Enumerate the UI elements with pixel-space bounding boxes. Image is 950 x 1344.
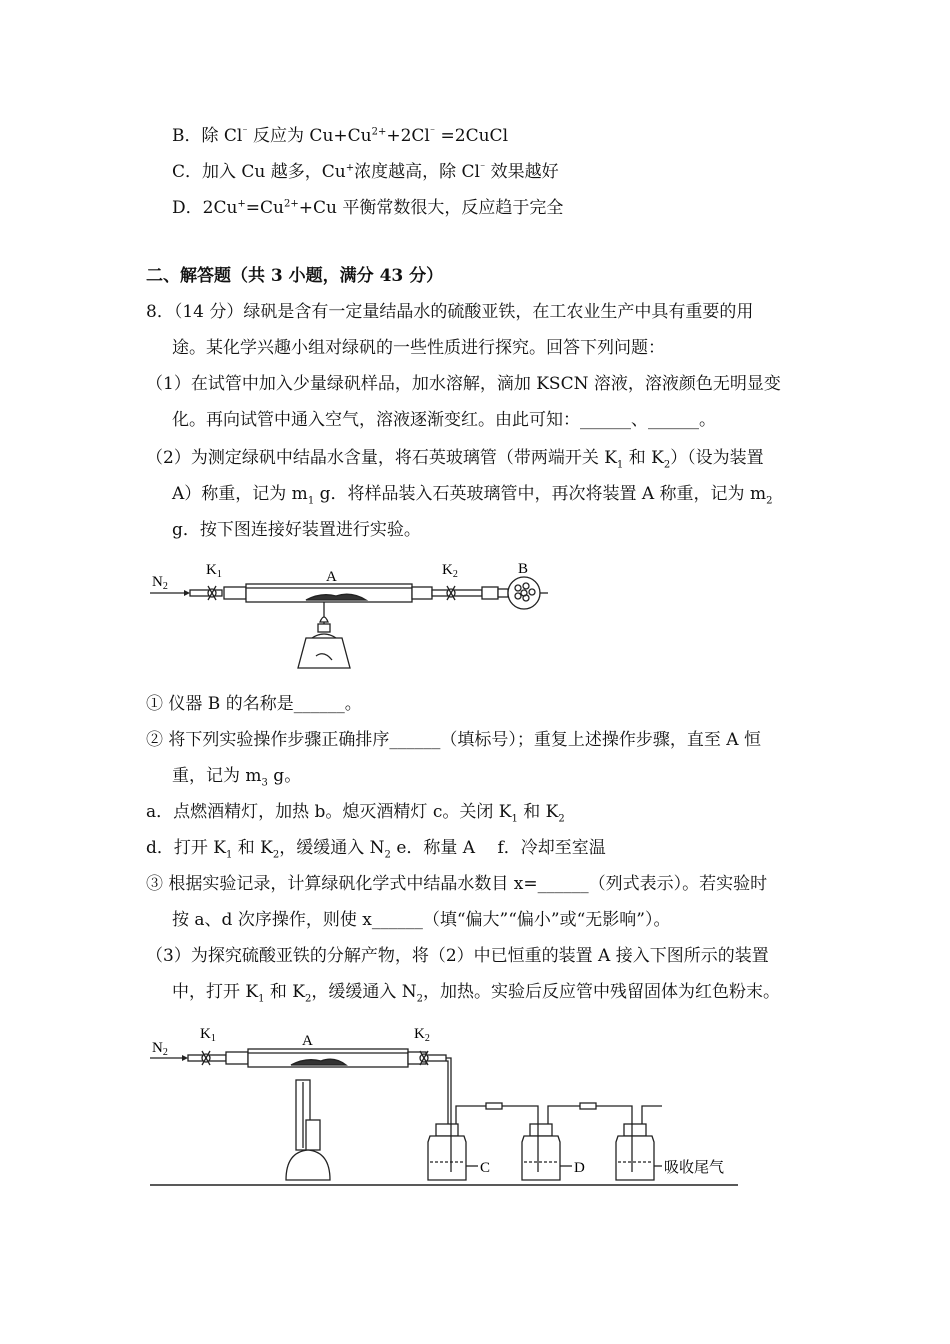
option-d: D．$2Cu^+=Cu^{2+}+Cu$ 平衡常数很大，反应趋于完全 (172, 198, 564, 218)
option-c: C．加入 Cu 越多，Cu+浓度越高，除 Cl⁻ 效果越好 (172, 162, 559, 182)
q8-sub-2-b: 重，记为 $m_3$ g。 (172, 766, 302, 789)
q8-sub-3-a: ③ 根据实验记录，计算绿矾化学式中结晶水数目 x=______（列式表示）。若实验时 (146, 874, 768, 894)
c-label: C (480, 1160, 491, 1176)
d-label: D (574, 1160, 585, 1176)
bottle-c (428, 1136, 466, 1180)
k1-label: $K_1$ (200, 1026, 216, 1044)
k2-label: $K_2$ (442, 562, 458, 580)
q8-part1-b: 化。再向试管中通入空气，溶液逐渐变红。由此可知：______、______。 (172, 410, 716, 430)
bottle-tail (616, 1136, 654, 1180)
q8-part2-a: （2）为测定绿矾中结晶水含量，将石英玻璃管（带两端开关 $K_1$ 和 $K_2$）（设为装置 (146, 448, 764, 471)
apparatus-figure-1 (146, 556, 556, 676)
q8-sub-3-b: 按 a、d 次序操作，则使 x______（填“偏大”“偏小”或“无影响”）。 (172, 910, 671, 930)
q8-intro-2: 途。某化学兴趣小组对绿矾的一些性质进行探究。回答下列问题： (172, 338, 665, 358)
n2-label: $N_2$ (152, 1040, 168, 1058)
apparatus-figure-2 (146, 1020, 746, 1195)
q8-steps-2: d．打开 $K_1$ 和 $K_2$，缓缓通入 $N_2$ e．称量 A f．冷却至室温 (146, 838, 606, 861)
k2-label: $K_2$ (414, 1026, 430, 1044)
q8-sub-1: ① 仪器 B 的名称是______。 (146, 694, 362, 714)
section-title: 二、解答题（共 3 小题，满分 43 分） (146, 266, 444, 286)
heating-lamp (286, 1150, 330, 1180)
k1-label: $K_1$ (206, 562, 222, 580)
b-label: B (518, 561, 529, 577)
q8-part2-b: A）称重，记为 $m_1$ g．将样品装入石英玻璃管中，再次将装置 A 称重，记为 $m_2$ (172, 484, 773, 507)
n2-label: $N_2$ (152, 574, 168, 592)
q8-part3-a: （3）为探究硫酸亚铁的分解产物，将（2）中已恒重的装置 A 接入下图所示的装置 (146, 946, 769, 966)
q8-part2-c: g．按下图连接好装置进行实验。 (172, 520, 421, 540)
a-label: A (326, 569, 337, 585)
bottle-d (522, 1136, 560, 1180)
alcohol-lamp (298, 638, 350, 668)
q8-sub-2-a: ② 将下列实验操作步骤正确排序______（填标号）；重复上述操作步骤，直至 A 恒 (146, 730, 761, 750)
q8-part1-a: （1）在试管中加入少量绿矾样品，加水溶解，滴加 KSCN 溶液，溶液颜色无明显变 (146, 374, 781, 394)
a-label: A (302, 1033, 313, 1049)
q8-part3-b: 中，打开 $K_1$ 和 $K_2$，缓缓通入 $N_2$，加热。实验后反应管中残留固体为红色粉末。 (172, 982, 781, 1005)
tail-gas-label: 吸收尾气 (664, 1160, 725, 1176)
q8-intro-1: 8．（14 分）绿矾是含有一定量结晶水的硫酸亚铁，在工农业生产中具有重要的用 (146, 302, 754, 322)
option-b: B．除 Cl⁻ 反应为 $Cu+Cu^{2+}+2Cl^{^-}$ =2CuCl (172, 126, 509, 146)
q8-steps-1: a．点燃酒精灯，加热 b。熄灭酒精灯 c。关闭 $K_1$ 和 $K_2$ (146, 802, 565, 825)
